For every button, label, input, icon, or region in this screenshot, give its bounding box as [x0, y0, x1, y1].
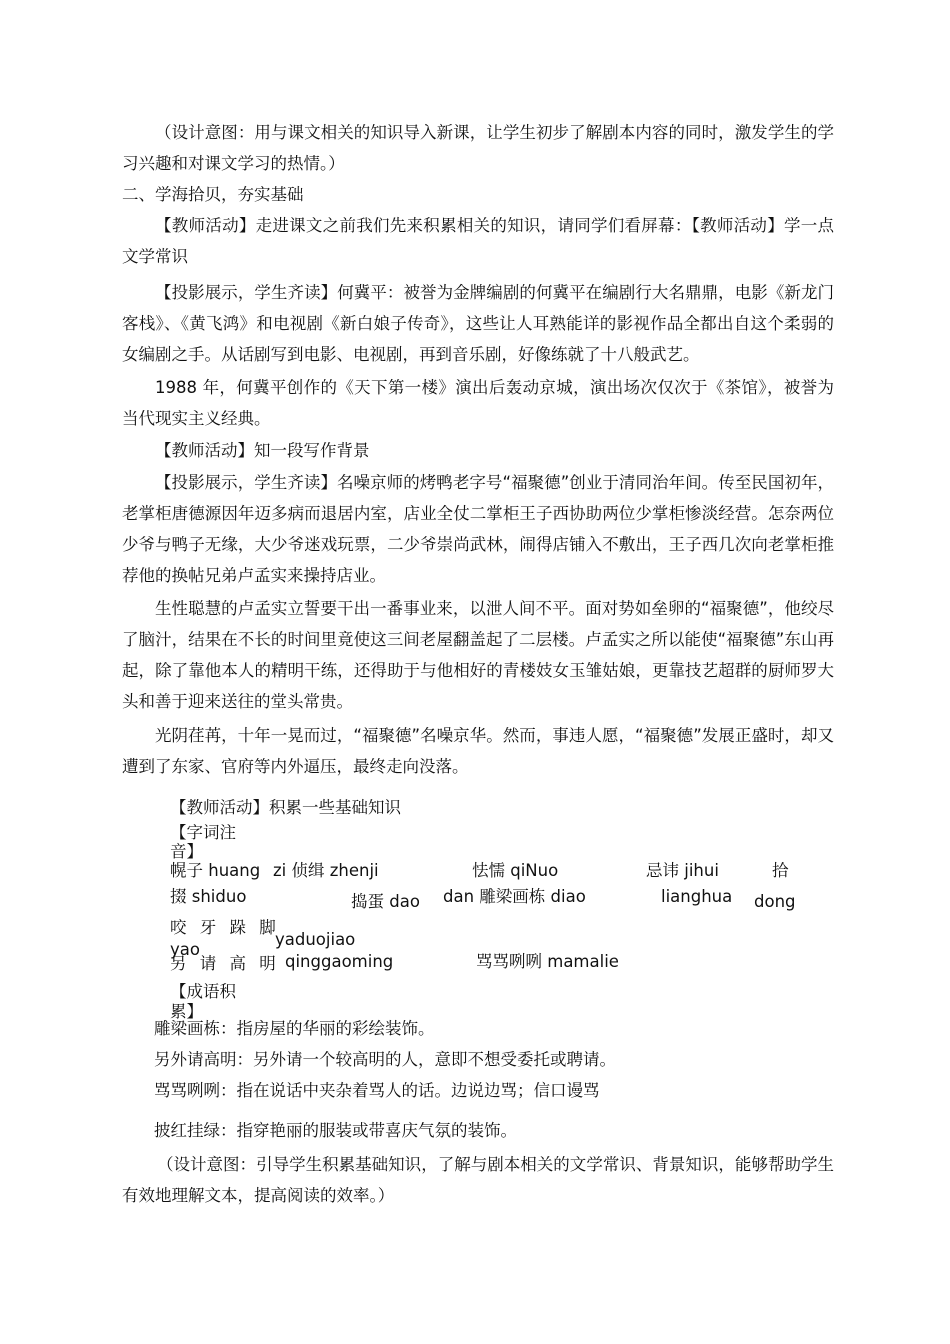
idiom-heading-line1: 【成语积	[170, 982, 236, 1001]
section-heading-2: 二、学海拾贝，夯实基础	[122, 185, 304, 204]
word-item: dong	[754, 892, 796, 911]
design-intent-2: （设计意图：引导学生积累基础知识，了解与剧本相关的文学常识、背景知识，能够帮助学生有效地理解文本，提高阅读的效率。）	[122, 1155, 834, 1205]
teacher-activity-3: 【教师活动】积累一些基础知识	[170, 798, 401, 817]
idiom-definition: 披红挂绿：指穿艳丽的服装或带喜庆气氛的装饰。	[154, 1121, 517, 1140]
paragraph-1988: 1988 年，何冀平创作的《天下第一楼》演出后轰动京城，演出场次仅次于《茶馆》，被誉为当代现实主义经典。	[122, 378, 834, 428]
word-item: lianghua	[661, 887, 733, 906]
paragraph-lu-mengshi: 生性聪慧的卢孟实立誓要干出一番事业来，以泄人间不平。面对势如垒卵的“福聚德”，他绞尽了脑汁，结果在不长的时间里竟使这三间老屋翻盖起了二层楼。卢孟实之所以能使“福聚德”东山再起，除了靠他本人的精明干练，还得助于与他相好的青楼妓女玉雏姑娘，更靠技艺超群的厨师罗大头和善于迎来送往的堂头常贵。	[122, 599, 834, 711]
projection-paragraph-2: 【投影展示，学生齐读】名噪京师的烤鸭老字号“福聚德”创业于清同治年间。传至民国初年，老掌柜唐德源因年迈多病而退居内室，店业全仗二掌柜王子西协助两位少掌柜惨淡经营。怎奈两位少爷与鸭子无缘，大少爷迷戏玩票，二少爷崇尚武林，闹得店铺入不敷出，王子西几次向老掌柜推荐他的换帖兄弟卢孟实来操持店业。	[122, 473, 834, 585]
design-intent-1: （设计意图：用与课文相关的知识导入新课，让学生初步了解剧本内容的同时，激发学生的学习兴趣和对课文学习的热情。）	[122, 123, 834, 173]
word-item: 另 请 高 明	[170, 954, 280, 973]
projection-paragraph-1: 【投影展示，学生齐读】何冀平：被誉为金牌编剧的何冀平在编剧行大名鼎鼎，电影《新龙门客栈》、《黄飞鸿》和电视剧《新白娘子传奇》，这些让人耳熟能详的影视作品全都出自这个柔弱的女编剧之手。从话剧写到电影、电视剧，再到音乐剧，好像练就了十八般武艺。	[122, 283, 834, 364]
word-item: 咬 牙 跺 脚	[170, 918, 280, 937]
word-item: 怯懦 qiNuo	[472, 861, 559, 880]
teacher-activity-1: 【教师活动】走进课文之前我们先来积累相关的知识，请同学们看屏幕：【教师活动】学一点文学常识	[122, 216, 834, 266]
idiom-definition: 雕梁画栋：指房屋的华丽的彩绘装饰。	[154, 1019, 435, 1038]
word-item: 捣蛋 dao	[351, 892, 420, 911]
pronunciation-heading-line2: 音】	[170, 842, 203, 861]
word-item: 幌子 huang	[170, 861, 261, 880]
word-item: 骂骂咧咧 mamalie	[476, 952, 619, 971]
word-item: 忌讳 jihui	[646, 861, 719, 880]
idiom-definition: 骂骂咧咧：指在说话中夹杂着骂人的话。边说边骂；信口谩骂	[154, 1081, 600, 1100]
word-item: dan 雕梁画栋 diao	[443, 887, 586, 906]
pronunciation-heading-line1: 【字词注	[170, 823, 236, 842]
word-item: 掇 shiduo	[170, 887, 247, 906]
word-item: 拾	[772, 861, 789, 880]
idiom-heading-line2: 累】	[170, 1002, 203, 1021]
idiom-definition: 另外请高明：另外请一个较高明的人，意即不想受委托或聘请。	[154, 1050, 616, 1069]
word-item-pinyin-clipped: yao	[170, 940, 200, 959]
paragraph-time-passes: 光阴荏苒，十年一晃而过，“福聚德”名噪京华。然而，事违人愿，“福聚德”发展正盛时，却又遭到了东家、官府等内外逼压，最终走向没落。	[122, 726, 834, 776]
word-item: qinggaoming	[285, 952, 394, 971]
teacher-activity-2: 【教师活动】知一段写作背景	[155, 441, 370, 460]
word-item: zi 侦缉 zhenji	[273, 861, 379, 880]
word-item: yaduojiao	[275, 930, 356, 949]
